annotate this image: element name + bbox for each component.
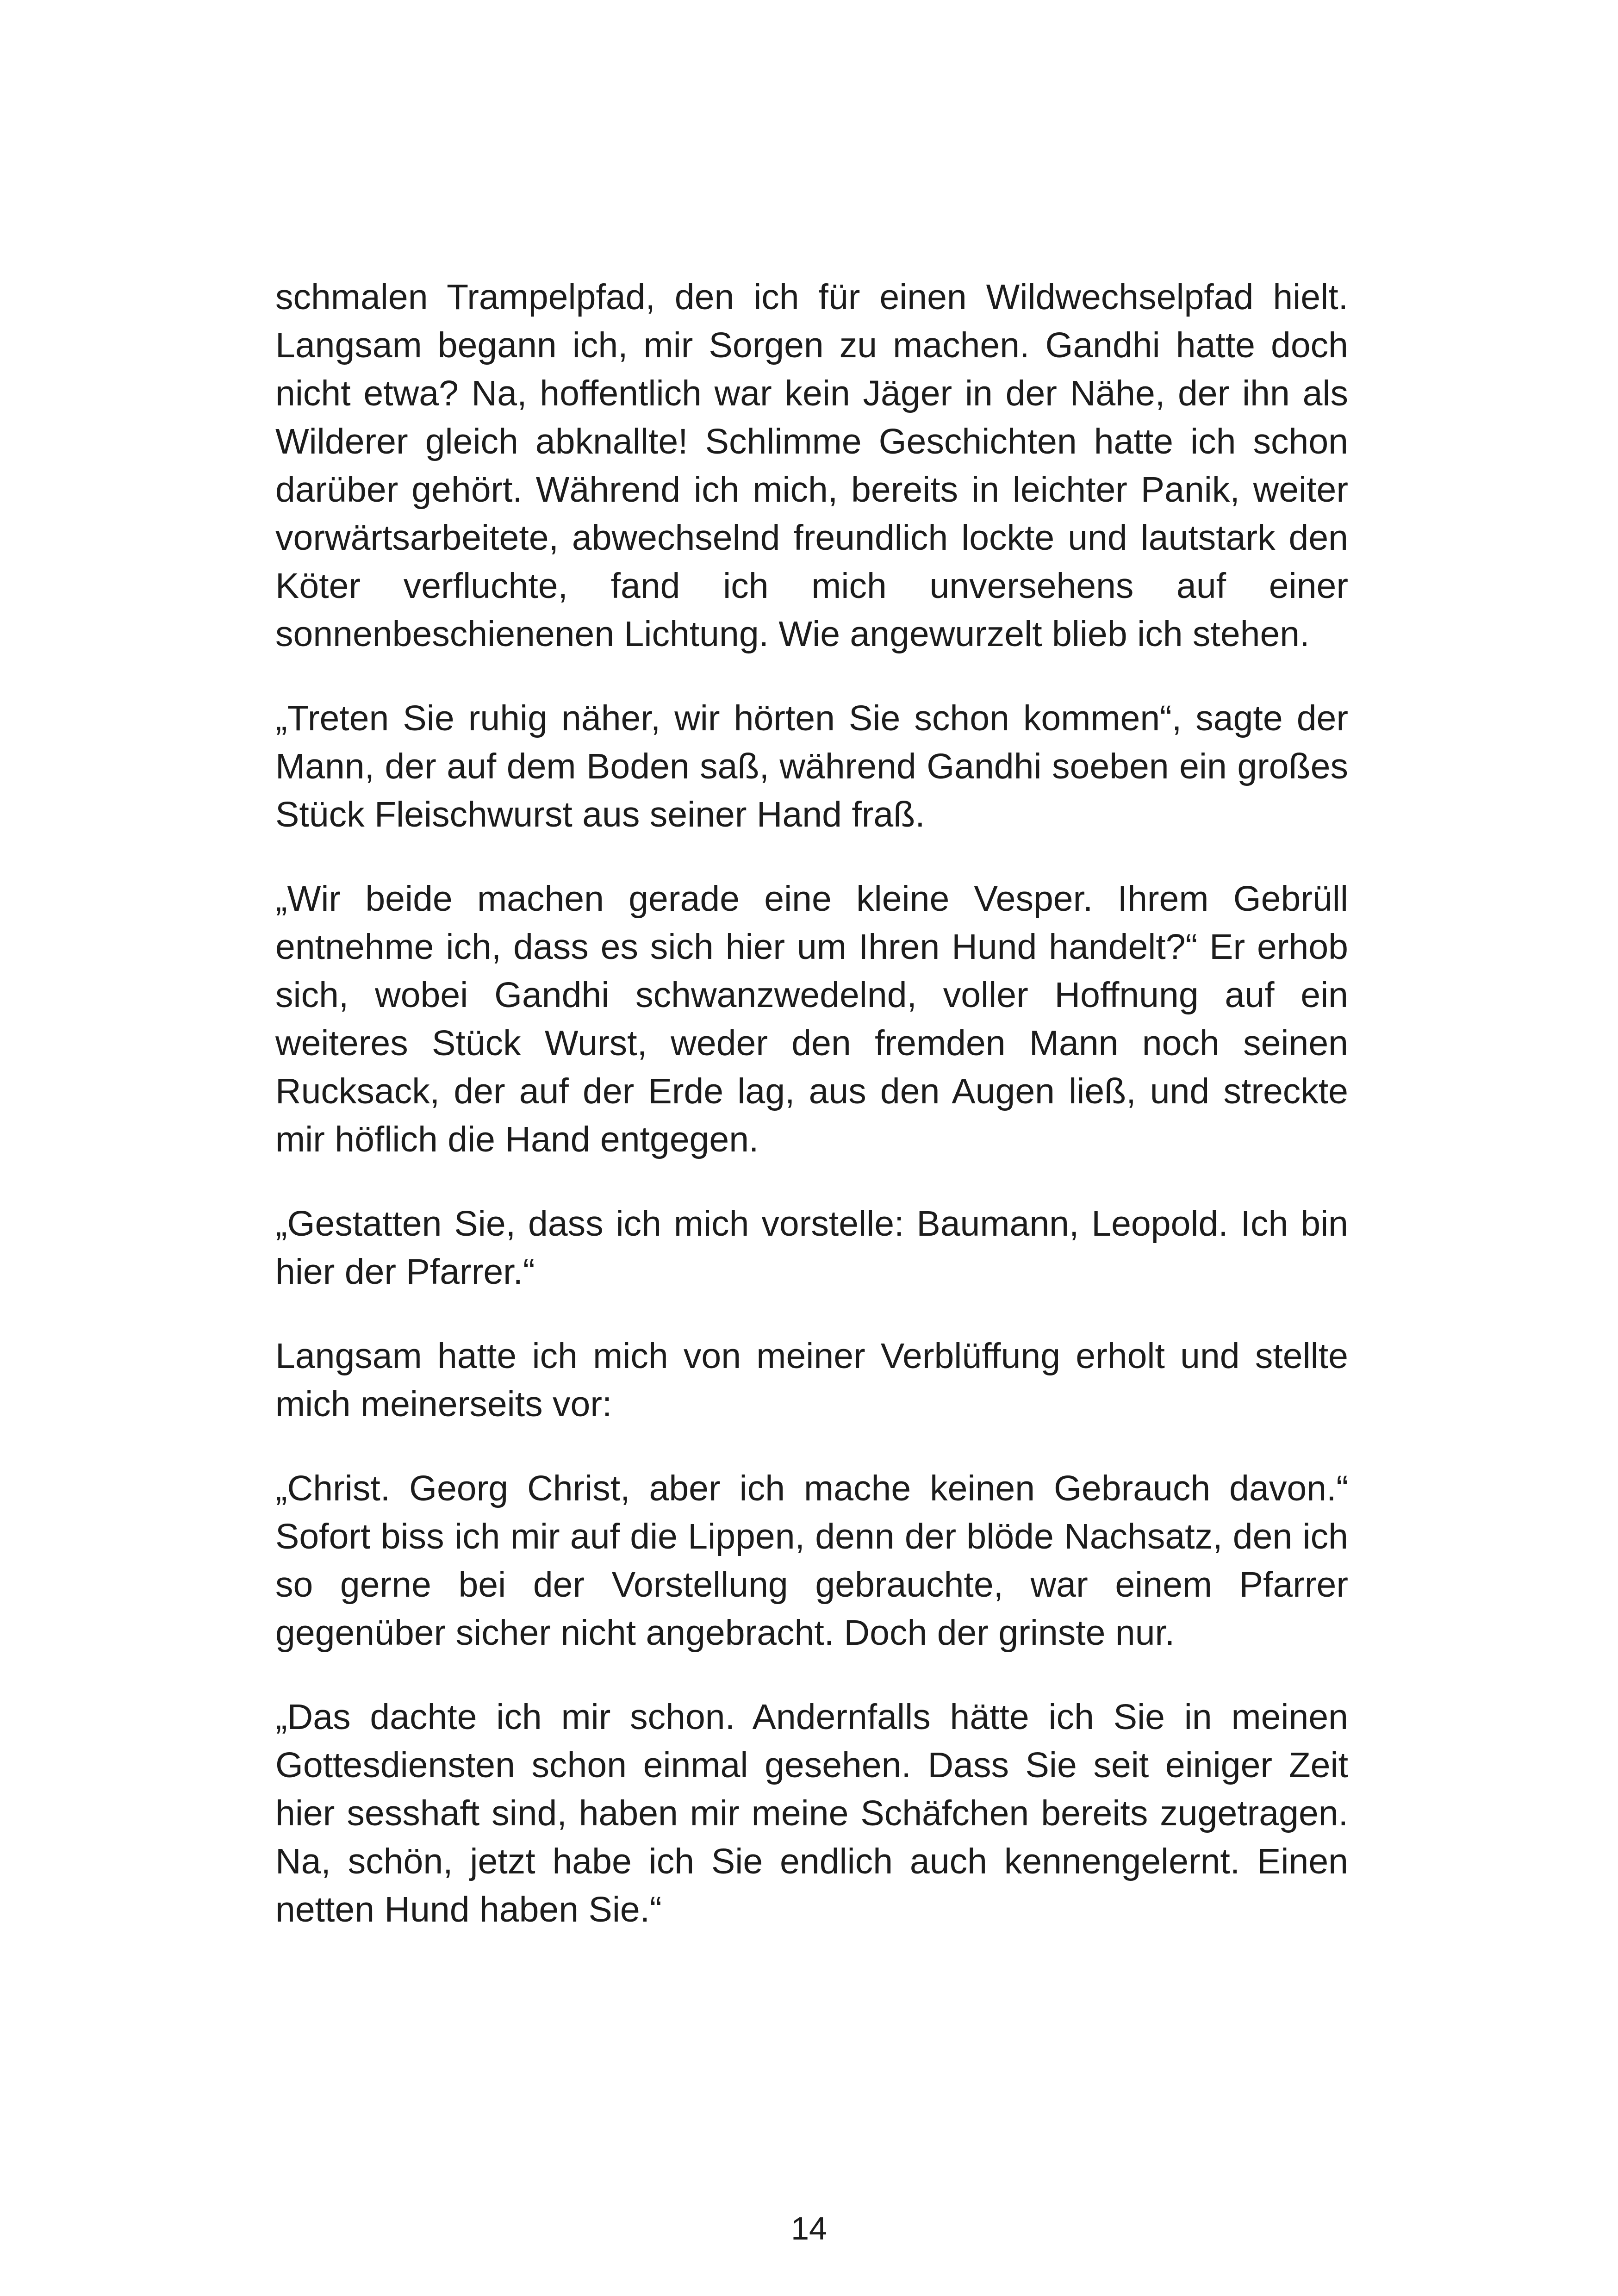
paragraph-6: „Christ. Georg Christ, aber ich mache keinen Gebrauch davon.“ Sofort biss ich mir auf die Lippen, denn der blöde Nachsatz, den ich so gerne bei der Vorstellung gebrauchte, war einem Pfarrer gegenüber sicher nicht angebracht. Doch der grinste nur. [275, 1468, 1348, 1653]
paragraph-5: Langsam hatte ich mich von meiner Verblüffung erholt und stellte mich meinerseits vor: [275, 1336, 1348, 1424]
page-number: 14 [791, 2210, 827, 2246]
paragraph-1: schmalen Trampelpfad, den ich für einen Wildwechselpfad hielt. Langsam begann ich, mir Sorgen zu machen. Gandhi hatte doch nicht etwa? Na, hoffentlich war kein Jäger in der Nähe, der ihn als Wilderer gleich abknallte! Schlimme Geschichten hatte ich schon darüber gehört. Während ich mich, bereits in leichter Panik, weiter vorwärtsarbeitete, abwechselnd freundlich lockte und lautstark den Köter verfluchte, fand ich mich unversehens auf einer sonnenbeschienenen Lichtung. Wie angewurzelt blieb ich stehen. [275, 277, 1348, 654]
paragraph-7: „Das dachte ich mir schon. Andernfalls hätte ich Sie in meinen Gottesdiensten schon einmal gesehen. Dass Sie seit einiger Zeit hier sesshaft sind, haben mir meine Schäfchen bereits zugetragen. Na, schön, jetzt habe ich Sie endlich auch kennengelernt. Einen netten Hund haben Sie.“ [275, 1697, 1348, 1929]
paragraph-3: „Wir beide machen gerade eine kleine Vesper. Ihrem Gebrüll entnehme ich, dass es sich hier um Ihren Hund handelt?“ Er erhob sich, wobei Gandhi schwanzwedelnd, voller Hoffnung auf ein weiteres Stück Wurst, weder den fremden Mann noch seinen Rucksack, der auf der Erde lag, aus den Augen ließ, und streckte mir höflich die Hand entgegen. [275, 879, 1348, 1159]
paragraph-4: „Gestatten Sie, dass ich mich vorstelle: Baumann, Leopold. Ich bin hier der Pfarrer.“ [275, 1204, 1348, 1292]
page-body-text [275, 273, 1348, 1934]
paragraph-2: „Treten Sie ruhig näher, wir hörten Sie schon kommen“, sagte der Mann, der auf dem Boden saß, während Gandhi soeben ein großes Stück Fleischwurst aus seiner Hand fraß. [275, 698, 1348, 834]
